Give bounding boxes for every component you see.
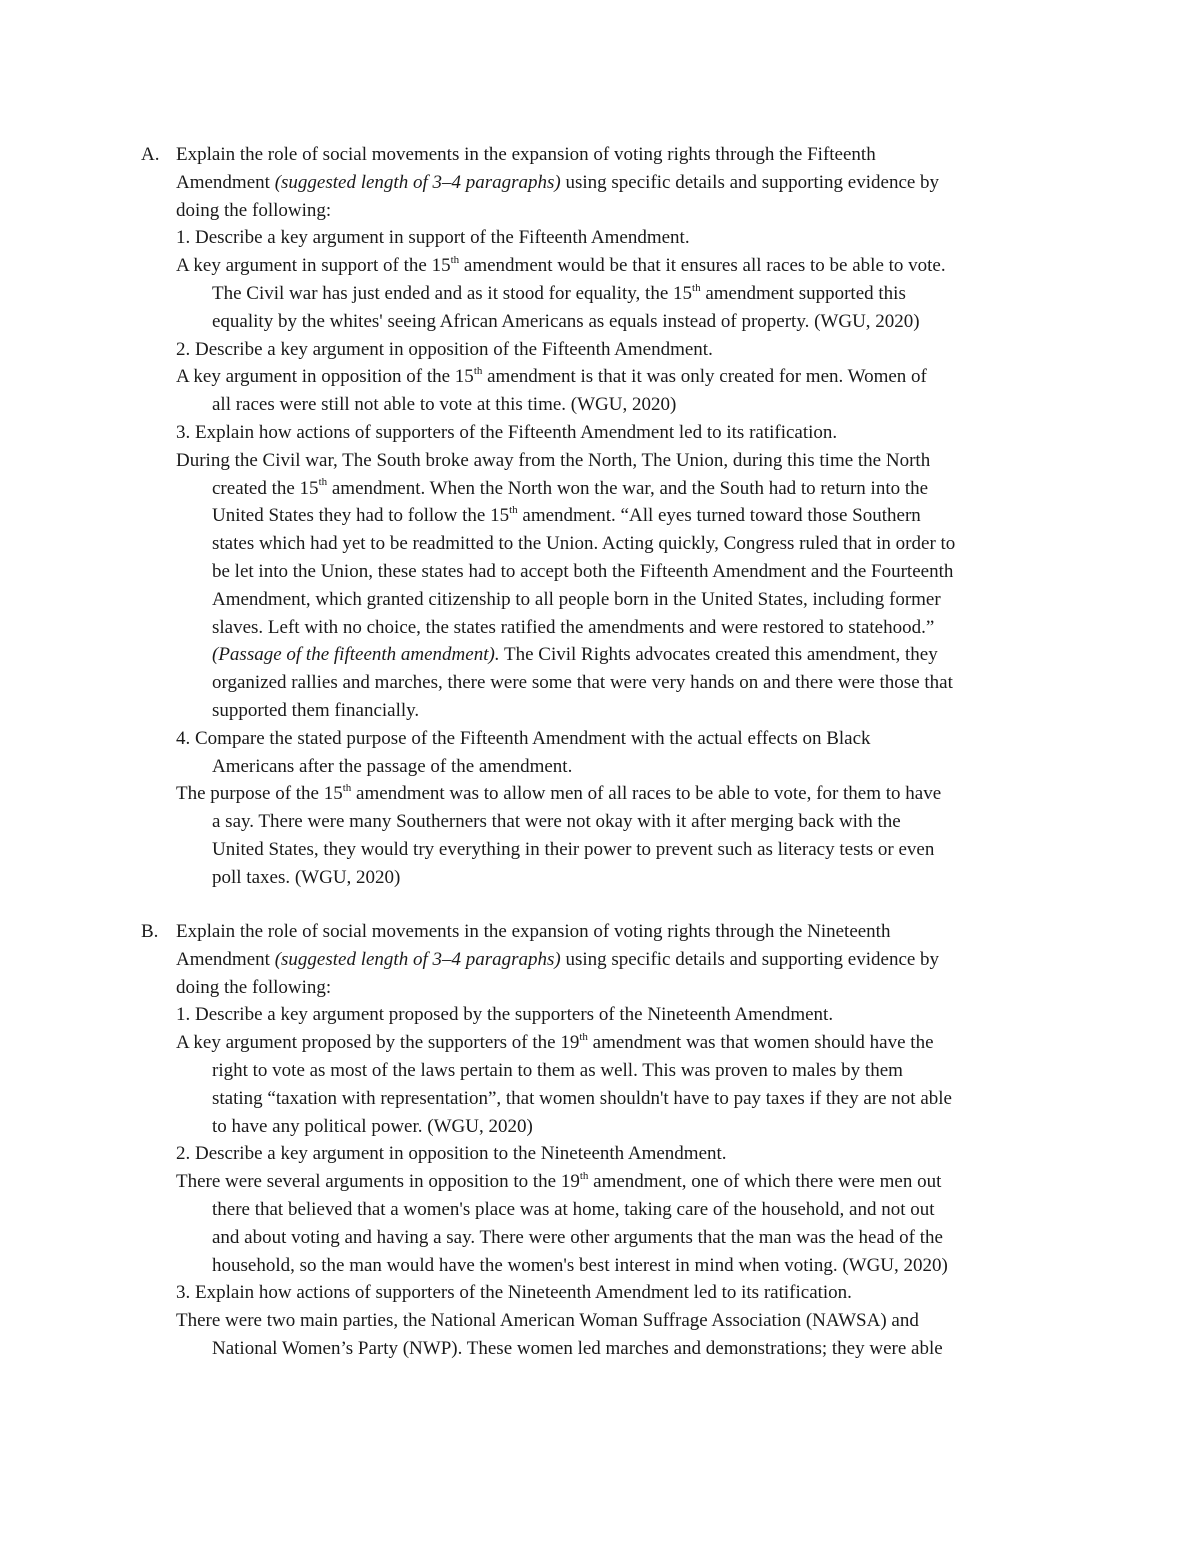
question-text-continued [141, 946, 1071, 974]
answer-line: all races were still not able to vote at this time. (WGU, 2020) [212, 394, 677, 416]
answer-line: and about voting and having a say. There were other arguments that the man was the head of the [212, 1226, 943, 1248]
answer-line: equality by the whites' seeing African Americans as equals instead of property. (WGU, 2020) [212, 310, 920, 332]
answer-a1 [141, 252, 1071, 335]
answer-line: The Civil war has just ended and as it stood for equality, the 15th amendment supported this [212, 281, 906, 304]
answer-a4 [141, 780, 1071, 891]
section-b-question [141, 918, 1071, 946]
answer-line: A key argument in opposition of the 15th amendment is that it was only created for men. Women of [176, 365, 927, 388]
suggested-length: (suggested length of 3–4 paragraphs) [274, 171, 561, 193]
answer-line: There were several arguments in opposition to the 19th amendment, one of which there were men out [176, 1169, 942, 1193]
question-text: Explain the role of social movements in the expansion of voting rights through the Nineteenth [176, 921, 891, 942]
answer-b1 [141, 1029, 1071, 1140]
section-b-letter: B. [141, 921, 159, 942]
answer-line: United States they had to follow the 15th amendment. “All eyes turned toward those Southern [212, 504, 921, 527]
answer-line: household, so the man would have the women's best interest in mind when voting. (WGU, 2020) [212, 1254, 948, 1276]
question-text: Amendment [176, 171, 275, 193]
citation: (Passage of the fifteenth amendment). [212, 644, 500, 666]
answer-line: poll taxes. (WGU, 2020) [212, 866, 401, 888]
answer-b2 [141, 1168, 1071, 1279]
answer-line: a say. There were many Southerners that were not okay with it after merging back with the [212, 811, 901, 833]
answer-line: right to vote as most of the laws pertain to them as well. This was proven to males by them [212, 1059, 903, 1081]
prompt-b2: 2. Describe a key argument in opposition to the Nineteenth Amendment. [176, 1143, 727, 1165]
prompt-a1: 1. Describe a key argument in support of the Fifteenth Amendment. [176, 227, 690, 249]
answer-line: United States, they would try everything in their power to prevent such as literacy tests or even [212, 838, 935, 860]
question-text: Amendment [176, 948, 275, 970]
question-text-continued: doing the following: [176, 976, 332, 998]
suggested-length: (suggested length of 3–4 paragraphs) [274, 948, 561, 970]
answer-line: there that believed that a women's place was at home, taking care of the household, and not out [212, 1198, 935, 1220]
answer-a3 [141, 447, 1071, 725]
prompt-a4: 4. Compare the stated purpose of the Fifteenth Amendment with the actual effects on Black [176, 727, 871, 749]
prompt-a2: 2. Describe a key argument in opposition of the Fifteenth Amendment. [176, 338, 713, 360]
section-a [141, 141, 1071, 892]
answer-line: stating “taxation with representation”, that women shouldn't have to pay taxes if they are not able [212, 1087, 952, 1109]
question-text-continued [141, 169, 1071, 197]
answer-line: supported them financially. [212, 699, 420, 721]
answer-line: Amendment, which granted citizenship to all people born in the United States, including former [212, 588, 941, 610]
answer-a2 [141, 363, 1071, 419]
question-text: using specific details and supporting evidence by [560, 171, 940, 193]
answer-line: states which had yet to be readmitted to the Union. Acting quickly, Congress ruled that in order to [212, 533, 956, 555]
answer-line: (Passage of the fifteenth amendment). The Civil Rights advocates created this amendment, they [212, 644, 938, 666]
prompt-a3: 3. Explain how actions of supporters of the Fifteenth Amendment led to its ratification. [176, 421, 838, 443]
section-a-letter: A. [141, 144, 160, 165]
answer-line: created the 15th amendment. When the North won the war, and the South had to return into the [212, 476, 929, 499]
answer-line: During the Civil war, The South broke away from the North, The Union, during this time the North [176, 449, 931, 471]
prompt-b1: 1. Describe a key argument proposed by the supporters of the Nineteenth Amendment. [176, 1004, 834, 1026]
prompt-a4-continued: Americans after the passage of the amendment. [212, 755, 573, 777]
answer-line: A key argument in support of the 15th amendment would be that it ensures all races to be able to vote. [176, 253, 946, 277]
question-text: Explain the role of social movements in the expansion of voting rights through the Fifteenth [176, 144, 876, 165]
answer-line: to have any political power. (WGU, 2020) [212, 1115, 533, 1137]
answer-line: A key argument proposed by the supporters of the 19th amendment was that women should have the [176, 1030, 934, 1054]
section-a-question [141, 141, 1071, 169]
answer-b3 [141, 1307, 1071, 1363]
answer-line: organized rallies and marches, there were some that were very hands on and there were those that [212, 672, 953, 694]
answer-line: There were two main parties, the National American Woman Suffrage Association (NAWSA) and [176, 1310, 919, 1332]
question-text-continued: doing the following: [176, 199, 332, 221]
prompt-b3: 3. Explain how actions of supporters of the Nineteenth Amendment led to its ratification. [176, 1282, 852, 1304]
answer-line: be let into the Union, these states had to accept both the Fifteenth Amendment and the Fourteenth [212, 560, 954, 582]
answer-line: slaves. Left with no choice, the states ratified the amendments and were restored to statehood.” [212, 616, 935, 638]
section-b [141, 918, 1071, 1363]
answer-line: The purpose of the 15th amendment was to allow men of all races to be able to vote, for them to have [176, 782, 942, 805]
answer-line: National Women’s Party (NWP). These women led marches and demonstrations; they were able [212, 1337, 943, 1359]
question-text: using specific details and supporting evidence by [560, 948, 940, 970]
